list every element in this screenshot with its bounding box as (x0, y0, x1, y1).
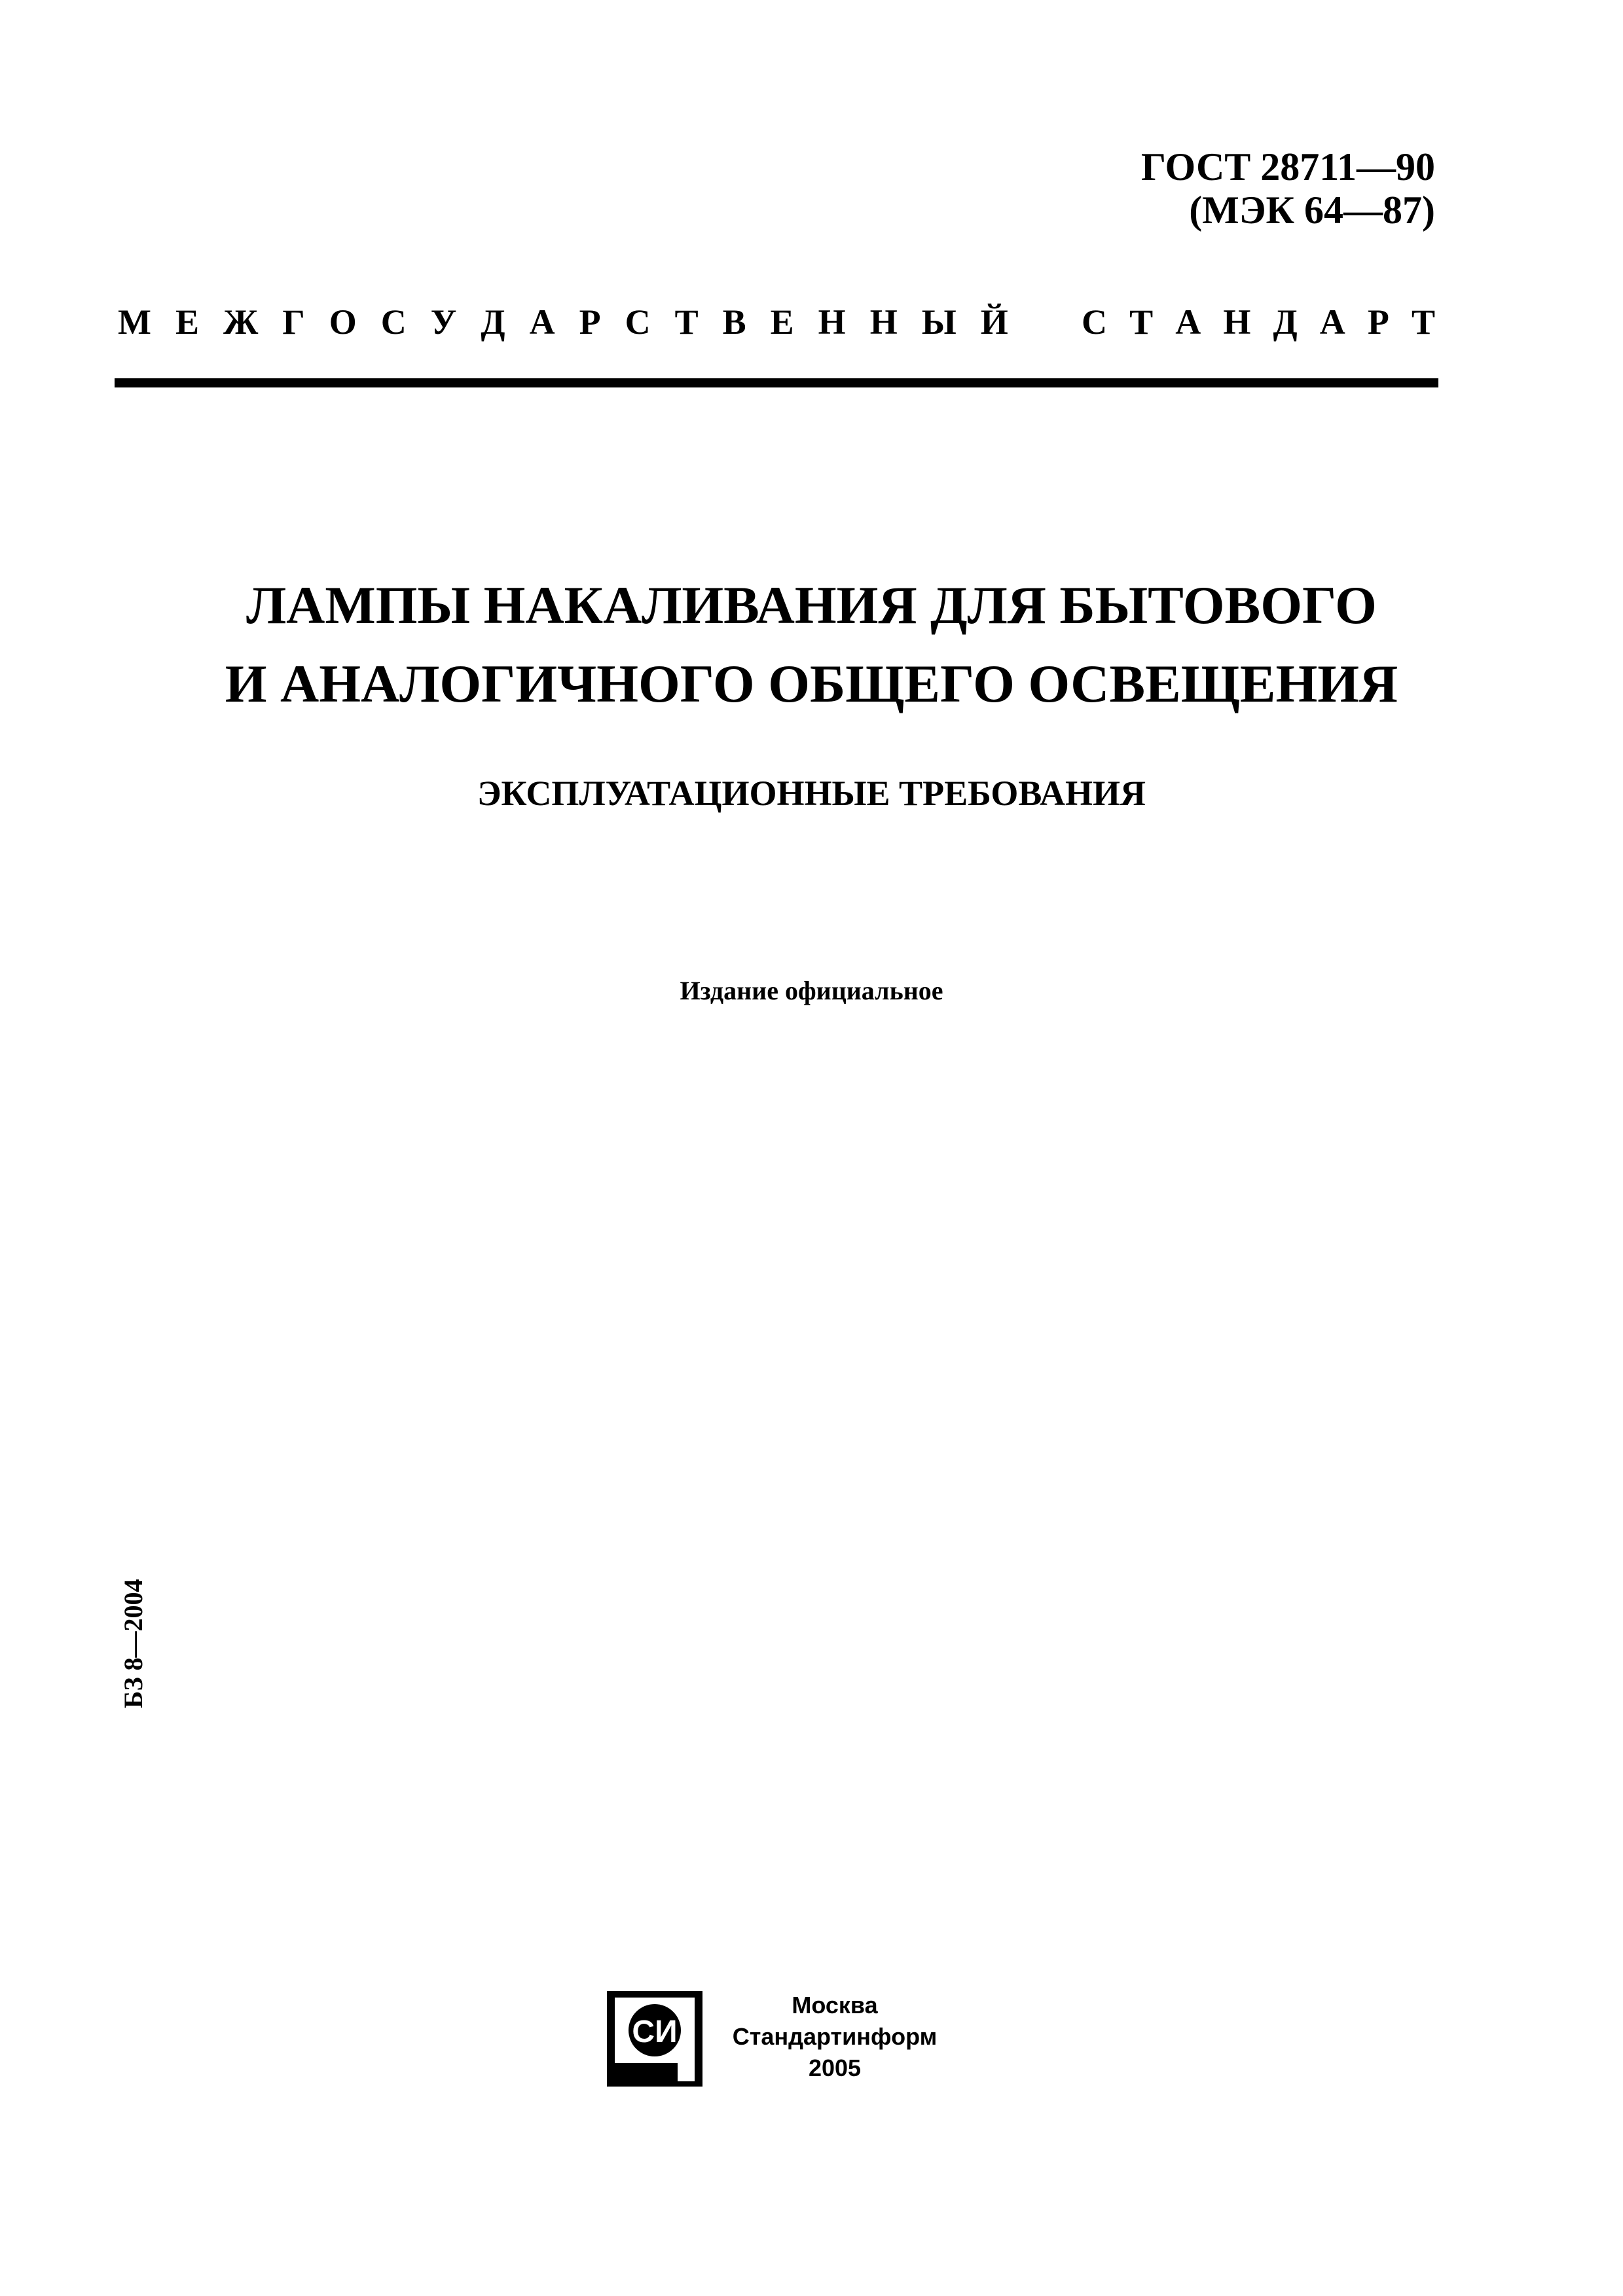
letter: Й (980, 302, 1008, 342)
letter: Е (175, 302, 199, 342)
document-title-line-2: И АНАЛОГИЧНОГО ОБЩЕГО ОСВЕЩЕНИЯ (225, 654, 1398, 713)
document-subtitle: ЭКСПЛУАТАЦИОННЫЕ ТРЕБОВАНИЯ (477, 774, 1146, 813)
document-title-line-1: ЛАМПЫ НАКАЛИВАНИЯ ДЛЯ БЫТОВОГО (246, 575, 1377, 635)
letter: Д (1273, 302, 1298, 342)
letter: С (380, 302, 407, 342)
standard-type-line (118, 302, 1435, 342)
letter: Р (579, 302, 601, 342)
letter: О (329, 302, 357, 342)
standartinform-logo-icon (606, 1990, 704, 2088)
standard-type-word-standard (1082, 302, 1435, 342)
header-divider-rule (115, 378, 1438, 387)
letter: С (625, 302, 651, 342)
letter: А (529, 302, 555, 342)
standard-type-word-interstate (118, 302, 1008, 342)
publisher-name: Стандартинформ (732, 2023, 938, 2050)
letter: Т (674, 302, 699, 342)
letter: Н (1223, 302, 1251, 342)
logo-lettering: СИ (632, 2015, 678, 2049)
letter: В (722, 302, 746, 342)
letter: А (1319, 302, 1345, 342)
document-number: ГОСТ 28711—90 (1140, 145, 1435, 188)
document-title (0, 566, 1623, 723)
letter: Г (282, 302, 305, 342)
letter: Е (770, 302, 794, 342)
document-number-block (1141, 145, 1435, 232)
letter: С (1082, 302, 1107, 342)
international-document-number: (МЭК 64—87) (1189, 188, 1435, 232)
edition-note: Издание официальное (680, 976, 943, 1005)
letter: Р (1367, 302, 1389, 342)
letter: А (1175, 302, 1201, 342)
letter: Н (818, 302, 846, 342)
publisher-city: Москва (792, 1992, 878, 2018)
letter: М (118, 302, 151, 342)
publication-year: 2005 (808, 2054, 862, 2081)
letter: У (430, 302, 457, 342)
catalog-mark: БЗ 8—2004 (119, 1579, 148, 1708)
publisher-block (720, 1990, 949, 2084)
letter: Ы (921, 302, 957, 342)
letter: Д (481, 302, 505, 342)
letter: Т (1129, 302, 1154, 342)
letter: Н (869, 302, 898, 342)
letter: Ж (223, 302, 259, 342)
letter: Т (1411, 302, 1435, 342)
